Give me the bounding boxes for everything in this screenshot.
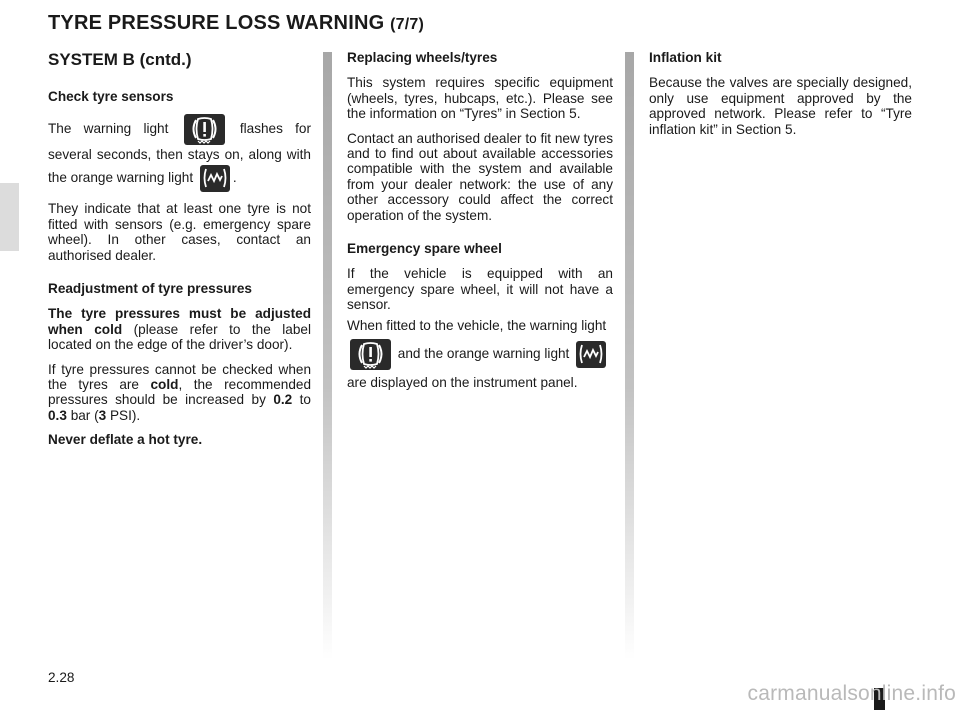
readjust-heading: Readjustment of tyre pressures — [48, 281, 252, 297]
check-text-b: flashes for several seconds, then stays on, along with the orange warning light — [48, 121, 311, 186]
increase-cold: cold — [150, 377, 179, 393]
spare-text-a: If the vehicle is equipped with an emergency spare wheel, it will not have a sensor. — [347, 266, 613, 313]
tyre-pressure-warning-icon — [350, 339, 391, 370]
inflation-heading: Inflation kit — [649, 50, 722, 65]
column-1 — [48, 50, 311, 457]
check-heading: Check tyre sensors — [48, 89, 174, 104]
increase-paragraph — [48, 362, 311, 424]
increase-to: to — [299, 392, 311, 408]
increase-psi: PSI). — [109, 407, 141, 423]
check-paragraph — [48, 114, 311, 192]
title-part: (7/7) — [390, 16, 425, 33]
column-divider-1 — [323, 52, 332, 660]
check-text-c: . — [232, 170, 237, 186]
dealer-paragraph: Contact an authorised dealer to fit new tyres and to find out about available accessories compatible with the system and available from your dealer network: the use of any other accessory could affect the correct operation of the system. — [347, 130, 613, 223]
adjust-paragraph — [48, 306, 311, 352]
column-divider-2 — [625, 52, 634, 660]
column-2 — [347, 50, 613, 405]
spare-fitted-paragraph — [347, 313, 613, 396]
increase-value-1: 0.2 — [273, 392, 293, 408]
spare-text-d: are displayed on the instrument panel. — [347, 374, 578, 390]
replace-heading: Replacing wheels/tyres — [347, 50, 498, 65]
orange-warning-icon — [576, 341, 606, 368]
replace-paragraph: This system requires specific equipment (wheels, tyres, hubcaps, etc.). Please see the information on “Tyres” in Section 5. — [347, 75, 613, 122]
check-text-a: The warning light — [48, 121, 169, 137]
page-number: 2.28 — [48, 670, 75, 685]
page-title — [48, 12, 424, 35]
orange-warning-icon — [200, 165, 230, 192]
increase-bar: bar ( — [70, 407, 99, 423]
spare-heading: Emergency spare wheel — [347, 241, 502, 257]
adjust-bold: The tyre pressures must be adjusted when cold — [48, 306, 311, 337]
increase-value-2: 0.3 — [48, 407, 67, 423]
adjust-rest: (please refer to the label located on the edge of the driver’s door). — [48, 321, 311, 353]
tyre-pressure-warning-icon — [184, 114, 225, 145]
increase-text-b: , the recommended pressures should be increased by — [48, 377, 312, 408]
never-deflate: Never deflate a hot tyre. — [48, 432, 203, 448]
column-3 — [649, 50, 912, 146]
inflation-paragraph: Because the valves are specially designed, only use equipment approved by the approved network. Please refer to “Tyre inflation kit” in Section 5. — [649, 75, 912, 137]
increase-value-3: 3 — [98, 407, 107, 423]
increase-text-a: If tyre pressures cannot be checked when the tyres are — [48, 361, 311, 393]
spare-text-c: and the orange warning light — [397, 345, 570, 361]
spare-paragraph — [347, 266, 613, 312]
section-title: SYSTEM B (cntd.) — [48, 50, 192, 69]
spare-text-b: When fitted to the vehicle, the warning light — [347, 317, 607, 333]
section-tab — [0, 183, 19, 251]
watermark: carmanualsonline.info — [747, 682, 956, 705]
indicate-paragraph: They indicate that at least one tyre is not fitted with sensors (e.g. emergency spare wheel). In other cases, contact an authorised dealer. — [48, 201, 311, 263]
title-main: TYRE PRESSURE LOSS WARNING — [48, 12, 385, 34]
